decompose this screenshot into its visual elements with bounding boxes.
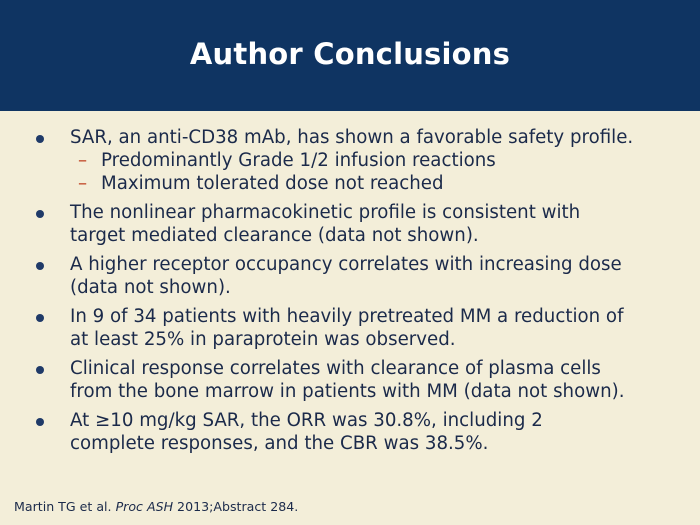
bullet-text-line: In 9 of 34 patients with heavily pretreated MM a reduction of <box>70 306 624 327</box>
bullet-text-line: A higher receptor occupancy correlates with increasing dose <box>70 254 622 275</box>
bullet-text-line: At ≥10 mg/kg SAR, the ORR was 30.8%, including 2 <box>70 410 543 431</box>
bullet-dot-icon <box>36 314 44 322</box>
slide-title: Author Conclusions <box>189 36 511 71</box>
bullet-item <box>0 253 700 299</box>
sub-bullet-text: Predominantly Grade 1/2 infusion reactions <box>101 150 496 171</box>
bullet-text-line: from the bone marrow in patients with MM (data not shown). <box>70 381 625 402</box>
bullet-item <box>0 357 700 403</box>
sub-bullet-item <box>0 172 700 195</box>
bullet-text-line: Clinical response correlates with clearance of plasma cells <box>70 358 601 379</box>
bullet-item <box>0 305 700 351</box>
dash-icon: – <box>78 150 88 171</box>
bullet-item <box>0 409 700 455</box>
citation-footer <box>14 499 298 514</box>
bullet-text: SAR, an anti-CD38 mAb, has shown a favorable safety profile. <box>70 127 634 148</box>
citation-authors: Martin TG et al. <box>14 499 116 514</box>
bullet-text-line: complete responses, and the CBR was 38.5%. <box>70 433 489 454</box>
citation-details: 2013;Abstract 284. <box>173 499 299 514</box>
bullet-text-line: (data not shown). <box>70 277 231 298</box>
bullet-list <box>0 126 700 455</box>
bullet-dot-icon <box>36 418 44 426</box>
dash-icon: – <box>78 173 88 194</box>
bullet-text-line: at least 25% in paraprotein was observed. <box>70 329 456 350</box>
sub-bullet-text: Maximum tolerated dose not reached <box>101 173 444 194</box>
bullet-dot-icon <box>36 262 44 270</box>
title-bar <box>0 0 700 111</box>
sub-bullet-item <box>0 149 700 172</box>
bullet-dot-icon <box>36 210 44 218</box>
bullet-dot-icon <box>36 135 44 143</box>
bullet-item <box>0 126 700 149</box>
bullet-text-line: target mediated clearance (data not shown). <box>70 225 479 246</box>
bullet-dot-icon <box>36 366 44 374</box>
bullet-item <box>0 201 700 247</box>
bullet-text-line: The nonlinear pharmacokinetic profile is consistent with <box>70 202 581 223</box>
citation-journal: Proc ASH <box>115 499 174 514</box>
